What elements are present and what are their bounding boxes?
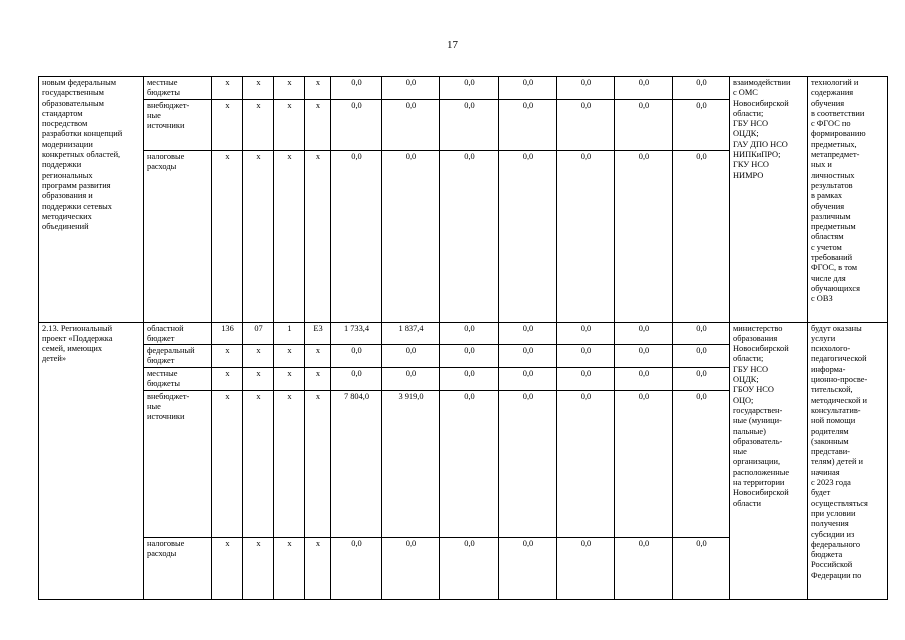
code-cell: x	[212, 368, 243, 391]
value-cell: 0,0	[557, 390, 615, 537]
code-cell: x	[305, 77, 331, 100]
measure-title: новым федеральным государственным образовательным стандартом посредством разработки концепций модернизации конкретных областей, поддержки региональных программ развития образования и поддержки сетевых методических объединений	[39, 77, 144, 323]
executors-cell: министерство образования Новосибирской области; ГБУ НСО ОЦДК; ГБОУ НСО ОЦО; государствен- ные (муници- пальные) образователь- ные организации, расположенные на территории Новосибирской области	[730, 322, 808, 599]
value-cell: 0,0	[557, 322, 615, 345]
value-cell: 0,0	[499, 77, 557, 100]
value-cell: 0,0	[615, 390, 673, 537]
code-cell: x	[243, 368, 274, 391]
code-cell: x	[243, 99, 274, 150]
value-cell: 0,0	[499, 150, 557, 322]
result-cell: технологий и содержания обучения в соответствии с ФГОС по формированию предметных, метапредмет- ных и личностных результатов в рамках обучения различным предметным областям с учетом требований ФГОС, в том числе для обучающихся с ОВЗ	[808, 77, 888, 323]
value-cell: 0,0	[440, 322, 499, 345]
funding-source: внебюджет- ные источники	[144, 99, 212, 150]
value-cell: 0,0	[440, 99, 499, 150]
value-cell: 0,0	[382, 345, 440, 368]
value-cell: 0,0	[440, 77, 499, 100]
value-cell: 0,0	[440, 537, 499, 599]
funding-source: местные бюджеты	[144, 368, 212, 391]
measure-title: 2.13. Региональный проект «Поддержка семей, имеющих детей»	[39, 322, 144, 599]
code-cell: 136	[212, 322, 243, 345]
funding-source: областной бюджет	[144, 322, 212, 345]
code-cell: x	[243, 77, 274, 100]
code-cell: 1	[274, 322, 305, 345]
value-cell: 0,0	[331, 150, 382, 322]
value-cell: 0,0	[557, 77, 615, 100]
value-cell: 0,0	[557, 345, 615, 368]
value-cell: 0,0	[673, 345, 730, 368]
value-cell: 0,0	[440, 368, 499, 391]
code-cell: x	[212, 77, 243, 100]
code-cell: x	[305, 537, 331, 599]
code-cell: x	[305, 345, 331, 368]
value-cell: 0,0	[615, 77, 673, 100]
value-cell: 0,0	[331, 77, 382, 100]
value-cell: 0,0	[615, 99, 673, 150]
executors-cell: взаимодействии с ОМС Новосибирской области; ГБУ НСО ОЦДК; ГАУ ДПО НСО НИПКиПРО; ГКУ НСО НИМРО	[730, 77, 808, 323]
value-cell: 0,0	[673, 368, 730, 391]
code-cell: x	[305, 368, 331, 391]
funding-source: налоговые расходы	[144, 150, 212, 322]
value-cell: 0,0	[615, 537, 673, 599]
code-cell: x	[305, 150, 331, 322]
funding-source: внебюджет- ные источники	[144, 390, 212, 537]
code-cell: x	[212, 99, 243, 150]
value-cell: 0,0	[331, 537, 382, 599]
page-number: 17	[447, 39, 458, 51]
table-body	[39, 77, 888, 600]
code-cell: x	[243, 537, 274, 599]
value-cell: 0,0	[499, 345, 557, 368]
code-cell: x	[243, 150, 274, 322]
code-cell: x	[305, 99, 331, 150]
value-cell: 0,0	[615, 368, 673, 391]
code-cell: x	[212, 537, 243, 599]
value-cell: 1 837,4	[382, 322, 440, 345]
value-cell: 0,0	[499, 322, 557, 345]
value-cell: 0,0	[673, 322, 730, 345]
code-cell: x	[274, 368, 305, 391]
funding-source: федеральный бюджет	[144, 345, 212, 368]
value-cell: 0,0	[557, 150, 615, 322]
code-cell: Е3	[305, 322, 331, 345]
value-cell: 0,0	[557, 368, 615, 391]
value-cell: 0,0	[331, 345, 382, 368]
value-cell: 0,0	[557, 537, 615, 599]
code-cell: x	[212, 345, 243, 368]
value-cell: 0,0	[382, 99, 440, 150]
value-cell: 0,0	[673, 390, 730, 537]
value-cell: 0,0	[440, 150, 499, 322]
funding-source: местные бюджеты	[144, 77, 212, 100]
value-cell: 0,0	[673, 99, 730, 150]
code-cell: x	[212, 150, 243, 322]
value-cell: 0,0	[382, 368, 440, 391]
value-cell: 0,0	[673, 150, 730, 322]
value-cell: 0,0	[440, 345, 499, 368]
value-cell: 0,0	[440, 390, 499, 537]
value-cell: 0,0	[499, 390, 557, 537]
table-row	[39, 77, 888, 100]
value-cell: 0,0	[499, 99, 557, 150]
value-cell: 0,0	[382, 77, 440, 100]
code-cell: x	[243, 345, 274, 368]
code-cell: 07	[243, 322, 274, 345]
table-row	[39, 322, 888, 345]
value-cell: 0,0	[615, 345, 673, 368]
value-cell: 0,0	[499, 537, 557, 599]
value-cell: 0,0	[382, 150, 440, 322]
code-cell: x	[274, 77, 305, 100]
code-cell: x	[274, 390, 305, 537]
budget-table	[38, 76, 888, 600]
code-cell: x	[243, 390, 274, 537]
value-cell: 0,0	[615, 322, 673, 345]
value-cell: 0,0	[331, 99, 382, 150]
code-cell: x	[305, 390, 331, 537]
value-cell: 0,0	[615, 150, 673, 322]
funding-source: налоговые расходы	[144, 537, 212, 599]
value-cell: 1 733,4	[331, 322, 382, 345]
result-cell: будут оказаны услуги психолого- педагогической информа- ционно-просве- тительской, методической и консультатив- ной помощи родителям (законным представи- телям) детей и начиная с 2023 года будет осуществляться при условии получения субсидии из федерального бюджета Российской Федерации по	[808, 322, 888, 599]
value-cell: 3 919,0	[382, 390, 440, 537]
code-cell: x	[274, 99, 305, 150]
code-cell: x	[274, 150, 305, 322]
value-cell: 0,0	[499, 368, 557, 391]
value-cell: 7 804,0	[331, 390, 382, 537]
code-cell: x	[274, 537, 305, 599]
value-cell: 0,0	[673, 77, 730, 100]
value-cell: 0,0	[382, 537, 440, 599]
code-cell: x	[212, 390, 243, 537]
value-cell: 0,0	[331, 368, 382, 391]
value-cell: 0,0	[557, 99, 615, 150]
value-cell: 0,0	[673, 537, 730, 599]
code-cell: x	[274, 345, 305, 368]
